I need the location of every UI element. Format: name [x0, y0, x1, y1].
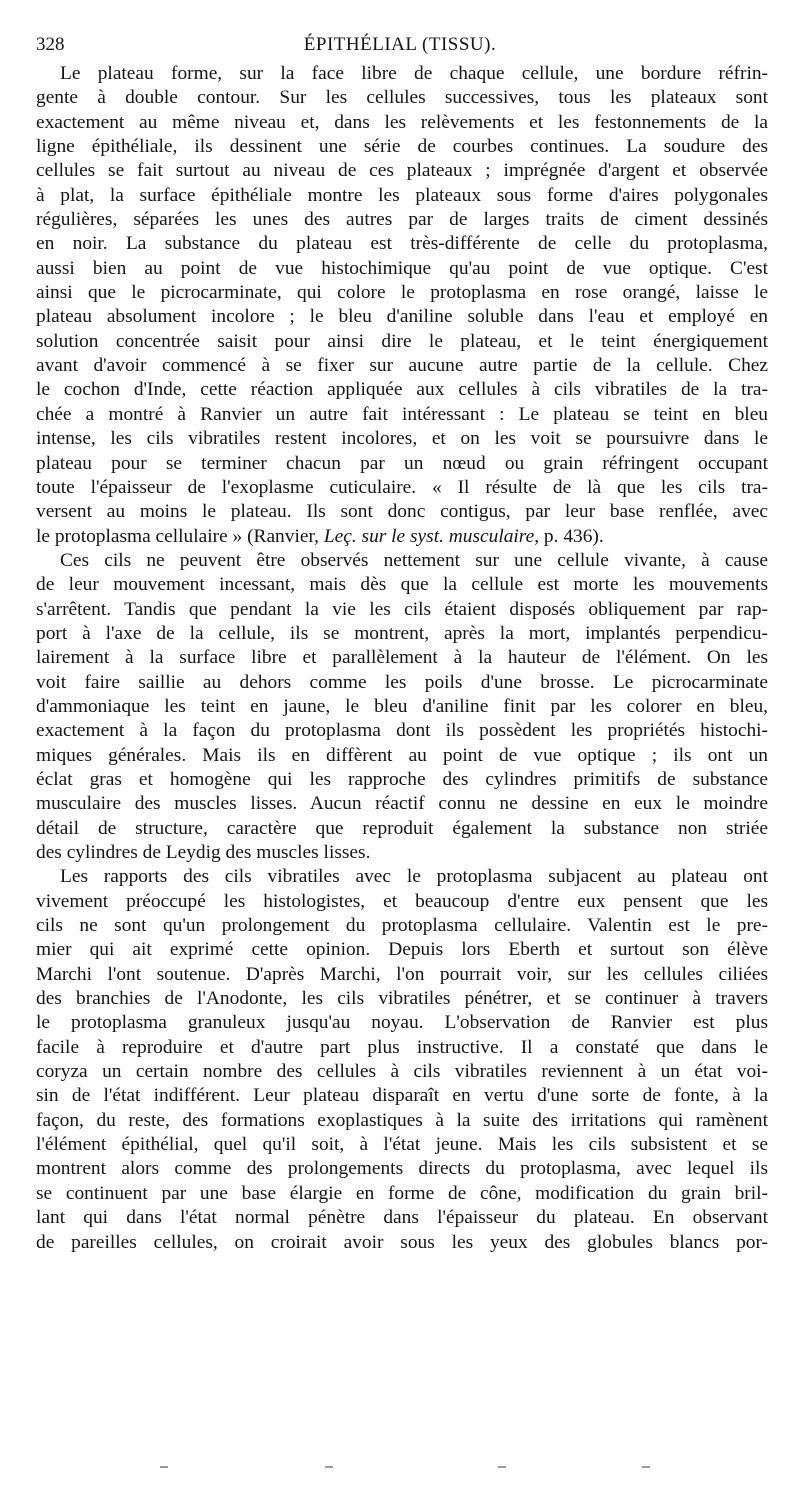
text-line: chée a montré à Ranvier un autre fait intéressant : Le plateau se teint en bleu [36, 403, 768, 425]
text-line: exactement à la façon du protoplasma dont ils possèdent les propriétés histochi- [36, 720, 768, 742]
text-line: des cylindres de Leydig des muscles lisses. [36, 842, 371, 863]
text-line: facile à reproduire et d'autre part plus instructive. Il a constaté que dans le [36, 1036, 768, 1058]
text-line: détail de structure, caractère que reproduit également la substance non striée [36, 817, 768, 839]
text-line: aussi bien au point de vue histochimique qu'au point de vue optique. C'est [36, 257, 768, 279]
text-line: éclat gras et homogène qui les rapproche des cylindres primitifs de substance [36, 768, 768, 790]
footer-tick [325, 1466, 333, 1468]
text-line: le cochon d'Inde, cette réaction appliquée aux cellules à cils vibratiles de la tra- [36, 379, 768, 401]
text-line: Le plateau forme, sur la face libre de chaque cellule, une bordure réfrin- [60, 63, 768, 84]
text-line: plateau pour se terminer chacun par un nœud ou grain réfringent occupant [36, 452, 768, 474]
paragraph-cils-observation [36, 549, 768, 865]
text-line: à plat, la surface épithéliale montre les plateaux sous forme d'aires polygonales [36, 184, 768, 206]
text-line: intense, les cils vibratiles restent incolores, et on les voit se poursuivre dans le [36, 428, 768, 450]
text-line: se continuent par une base élargie en forme de cône, modification du grain bril- [36, 1182, 768, 1204]
text-line: cils ne sont qu'un prolongement du protoplasma cellulaire. Valentin est le pre- [36, 915, 768, 937]
text-line: coryza un certain nombre des cellules à cils vibratiles reviennent à un état voi- [36, 1061, 768, 1083]
text-line: cellules se fait surtout au niveau de ces plateaux ; imprégnée d'argent et observée [36, 160, 768, 182]
text-line: exactement au même niveau et, dans les relèvements et les festonnements de la [36, 111, 768, 133]
text-line: façon, du reste, des formations exoplastiques à la suite des irritations qui ramènent [36, 1109, 768, 1131]
citation-suffix: , p. 436). [534, 525, 604, 547]
text-line: sin de l'état indifférent. Leur plateau disparaît en vertu d'une sorte de fonte, à la [36, 1085, 768, 1107]
paragraph-plateau [36, 62, 768, 549]
text-line: voit faire saillie au dehors comme les poils d'une brosse. Le picrocarminate [36, 671, 768, 693]
text-line: Marchi l'ont soutenue. D'après Marchi, l'on pourrait voir, sur les cellules ciliées [36, 963, 768, 985]
page-number: 328 [36, 34, 65, 55]
footer-tick [642, 1466, 650, 1468]
text-line: versent au moins le plateau. Ils sont donc contigus, par leur base renflée, avec [36, 501, 768, 523]
text-line: montrent alors comme des prolongements directs du protoplasma, avec lequel ils [36, 1158, 768, 1180]
text-line: mier qui ait exprimé cette opinion. Depuis lors Eberth et surtout son élève [36, 939, 768, 961]
citation-title: Leç. sur le syst. musculaire [323, 525, 535, 547]
text-line: en noir. La substance du plateau est très-différente de celle du protoplasma, [36, 233, 768, 255]
text-line: régulières, séparées les unes des autres par de larges traits de ciment dessinés [36, 209, 768, 231]
text-line: avant d'avoir commencé à se fixer sur aucune autre partie de la cellule. Chez [36, 355, 768, 377]
running-title: ÉPITHÉLIAL (TISSU). [303, 34, 497, 55]
text-line: port à l'axe de la cellule, ils se montrent, après la mort, implantés perpendicu- [36, 622, 768, 644]
text-line: plateau absolument incolore ; le bleu d'aniline soluble dans l'eau et employé en [36, 306, 768, 328]
text-line: des branchies de l'Anodonte, les cils vibratiles pénétrer, et se continuer à travers [36, 988, 768, 1010]
text-line: l'élément épithélial, quel qu'il soit, à l'état jeune. Mais les cils subsistent et se [36, 1134, 768, 1156]
text-line: solution concentrée saisit pour ainsi dire le plateau, et le teint énergiquement [36, 330, 768, 352]
body-text [36, 62, 768, 1255]
text-line: Ces cils ne peuvent être observés nettement sur une cellule vivante, à cause [60, 549, 768, 571]
paragraph-cils-rapports [36, 865, 768, 1255]
text-line: ainsi que le picrocarminate, qui colore le protoplasma en rose orangé, laisse le [36, 282, 768, 304]
text-line: de leur mouvement incessant, mais dès que la cellule est morte les mouvements [36, 574, 768, 596]
text-line: Les rapports des cils vibratiles avec le protoplasma subjacent au plateau ont [60, 866, 768, 888]
page-footer-marks [0, 1462, 800, 1474]
running-head [36, 30, 764, 60]
footer-tick [498, 1466, 506, 1468]
citation-line [36, 525, 768, 549]
text-line: d'ammoniaque les teint en jaune, le bleu d'aniline finit par les colorer en bleu, [36, 695, 768, 717]
text-line: vivement préoccupé les histologistes, et beaucoup d'entre eux pensent que les [36, 890, 768, 912]
text-line: lairement à la surface libre et parallèlement à la hauteur de l'élément. On les [36, 647, 768, 669]
footer-tick [160, 1466, 168, 1468]
text-line: lant qui dans l'état normal pénètre dans l'épaisseur du plateau. En observant [36, 1207, 768, 1229]
text-line: de pareilles cellules, on croirait avoir sous les yeux des globules blancs por- [36, 1231, 768, 1253]
text-line: ligne épithéliale, ils dessinent une série de courbes continues. La soudure des [36, 136, 768, 158]
text-line: s'arrêtent. Tandis que pendant la vie les cils étaient disposés obliquement par rap- [36, 598, 768, 620]
text-line: gente à double contour. Sur les cellules successives, tous les plateaux sont [36, 87, 768, 109]
text-line: musculaire des muscles lisses. Aucun réactif connu ne dessine en eux le moindre [36, 793, 768, 815]
citation-prefix: le protoplasma cellulaire » (Ranvier, [36, 525, 324, 547]
text-line: miques générales. Mais ils en diffèrent au point de vue optique ; ils ont un [36, 744, 768, 766]
text-line: le protoplasma granuleux jusqu'au noyau. L'observation de Ranvier est plus [36, 1012, 768, 1034]
text-line: toute l'épaisseur de l'exoplasme cuticulaire. « Il résulte de là que les cils tra- [36, 476, 768, 498]
